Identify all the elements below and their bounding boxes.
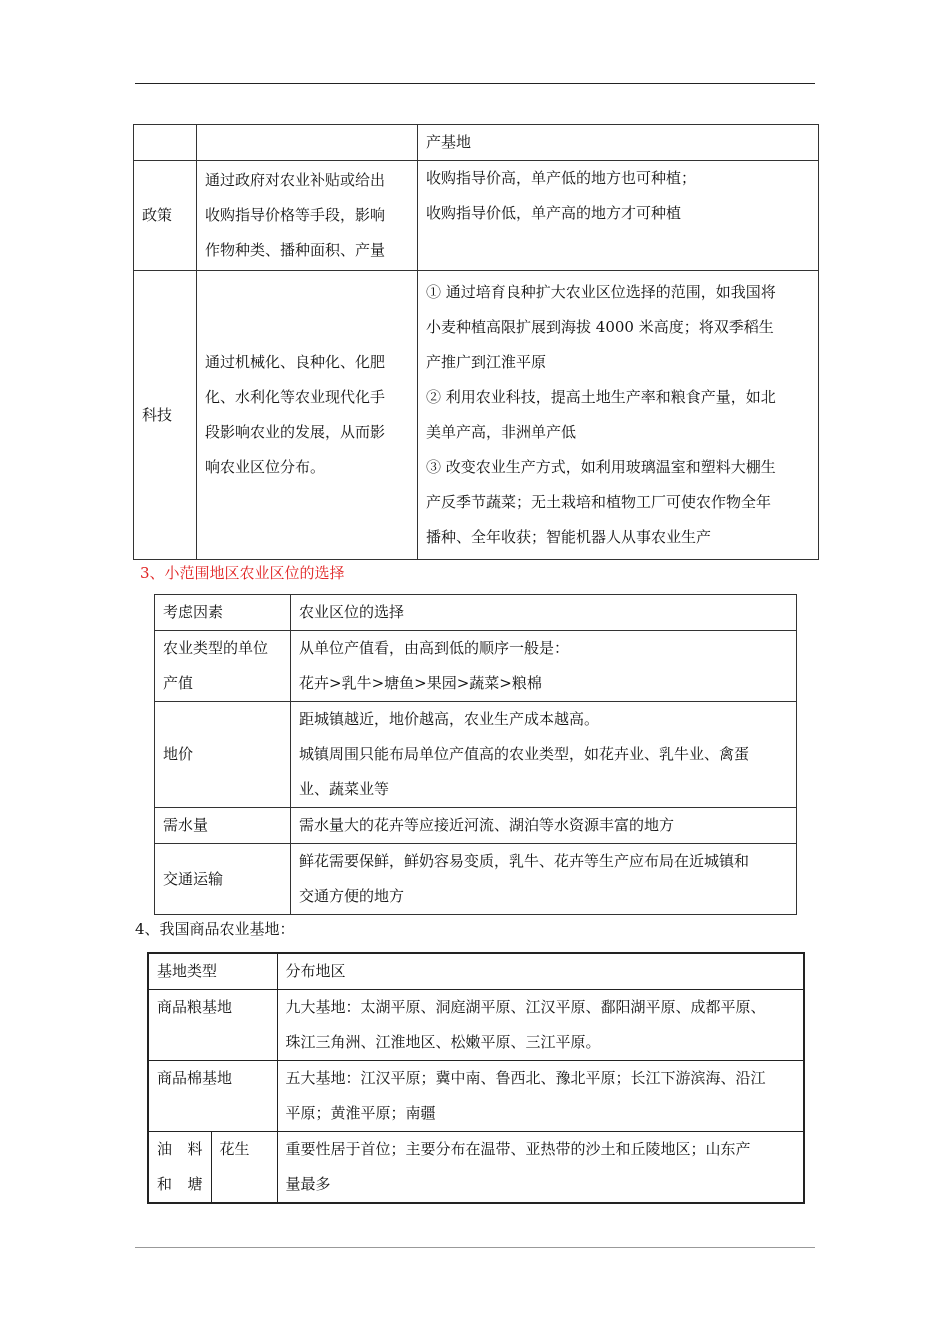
char: 料 [187,1140,203,1158]
text-line: 重要性居于首位；主要分布在温带、亚热带的沙土和丘陵地区；山东产 [285,1140,751,1158]
table-header-row [148,953,804,990]
char: 油 [157,1140,173,1158]
table-header-row [155,595,797,631]
text-line: 产推广到江淮平原 [426,353,547,371]
text-line: 五大基地：江汉平原；冀中南、鲁西北、豫北平原；长江下游滨海、沿江 [285,1069,766,1087]
text-line: 业、蔬菜业等 [299,780,390,798]
factor-label: 需水量 [155,808,291,844]
text-line: 收购指导价格等手段，影响 [205,206,386,224]
table-cell [134,125,197,161]
text-line: 响农业区位分布。 [205,458,326,476]
factor-description [197,161,418,271]
char: 和 [157,1175,173,1193]
text-line: 量最多 [285,1175,331,1193]
factor-label [155,631,291,702]
table-row [155,844,797,915]
column-header: 基地类型 [148,953,277,990]
text-line: 珠江三角洲、江淮地区、松嫩平原、三江平原。 [285,1033,601,1051]
text-line: 通过机械化、良种化、化肥 [205,353,386,371]
text-line: 小麦种植高限扩展到海拔 4000 米高度；将双季稻生 [426,318,774,336]
factor-detail [418,271,819,560]
table-row [148,990,804,1061]
base-regions [277,1061,804,1132]
text-line: 距城镇越近，地价越高，农业生产成本越高。 [299,710,600,728]
base-type [148,1132,211,1204]
text-line: 城镇周围只能布局单位产值高的农业类型，如花卉业、乳牛业、禽蛋 [299,745,750,763]
text-line: 从单位产值看，由高到低的顺序一般是： [299,639,570,657]
factor-label: 交通运输 [155,844,291,915]
factor-detail [418,161,819,271]
text-line: 交通方便的地方 [299,887,405,905]
table-row [148,1061,804,1132]
small-area-location-table [154,594,797,915]
base-type: 商品粮基地 [148,990,277,1061]
text-line: 作物种类、播种面积、产量 [205,241,386,259]
text-line: 收购指导价高，单产低的地方也可种植； [426,169,697,187]
table-row [134,125,819,161]
text-line: 通过政府对农业补贴或给出 [205,171,386,189]
factor-detail [291,702,797,808]
table-cell: 产基地 [418,125,819,161]
commercial-base-table [147,952,805,1204]
text-line: 美单产高，非洲单产低 [426,423,577,441]
base-type: 商品棉基地 [148,1061,277,1132]
factor-detail: 需水量大的花卉等应接近河流、湖泊等水资源丰富的地方 [291,808,797,844]
text-line: 九大基地：太湖平原、洞庭湖平原、江汉平原、鄱阳湖平原、成都平原、 [285,998,766,1016]
table-row [155,808,797,844]
text-line: 农业类型的单位 [163,639,269,657]
table-row [134,271,819,560]
text-line: 产值 [163,674,194,692]
factors-table [133,124,819,560]
factor-description [197,271,418,560]
base-regions [277,990,804,1061]
text-line: ② 利用农业科技，提高土地生产率和粮食产量，如北 [426,388,776,406]
text-line: 平原；黄淮平原；南疆 [285,1104,436,1122]
table-row [155,702,797,808]
text-line: 花卉>乳牛>塘鱼>果园>蔬菜>粮棉 [299,674,542,692]
factor-label: 科技 [134,271,197,560]
text-line: 鲜花需要保鲜，鲜奶容易变质，乳牛、花卉等生产应布局在近城镇和 [299,852,750,870]
base-subtype: 花生 [211,1132,277,1204]
text-line: ① 通过培育良种扩大农业区位选择的范围，如我国将 [426,283,776,301]
text-line: 化、水利化等农业现代化手 [205,388,386,406]
factor-detail [291,631,797,702]
factor-label: 政策 [134,161,197,271]
column-header: 考虑因素 [155,595,291,631]
char: 塘 [187,1175,203,1193]
column-header: 农业区位的选择 [291,595,797,631]
footer-rule [135,1247,815,1248]
factor-label: 地价 [155,702,291,808]
base-regions [277,1132,804,1204]
text-line: 段影响农业的发展，从而影 [205,423,386,441]
text-line [157,1167,203,1202]
text-line [157,1132,203,1167]
section-heading: 4、我国商品农业基地： [135,920,295,938]
text-line: 收购指导价低，单产高的地方才可种植 [426,204,682,222]
table-row [155,631,797,702]
text-line: 产反季节蔬菜；无土栽培和植物工厂可使农作物全年 [426,493,772,511]
factor-detail [291,844,797,915]
header-rule [135,83,815,84]
table-row [148,1132,804,1204]
table-row [134,161,819,271]
text-line: ③ 改变农业生产方式，如利用玻璃温室和塑料大棚生 [426,458,776,476]
section-heading: 3、小范围地区农业区位的选择 [140,564,345,582]
table-cell [197,125,418,161]
text-line: 播种、全年收获；智能机器人从事农业生产 [426,528,712,546]
column-header: 分布地区 [277,953,804,990]
